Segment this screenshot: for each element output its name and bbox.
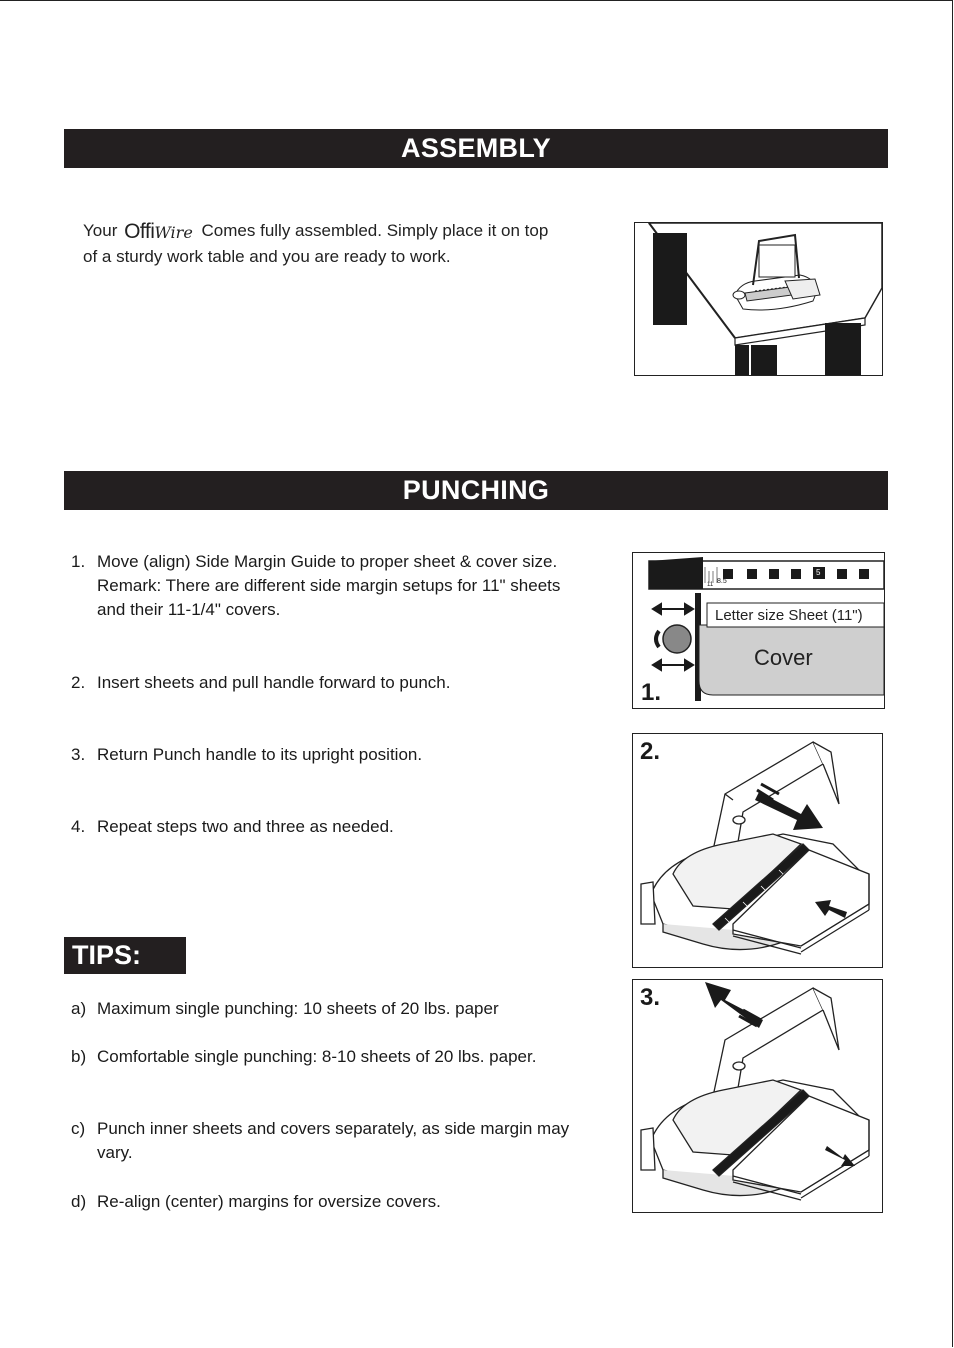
tip-item: [71, 997, 571, 1021]
tip-letter: b): [71, 1047, 87, 1066]
punch-step: [71, 743, 571, 767]
tip-letter: c): [71, 1119, 86, 1138]
step-text: Insert sheets and pull handle forward to punch.: [97, 673, 451, 692]
step-number: 4.: [71, 817, 86, 836]
intro-suffix: Comes fully assembled. Simply place it on top of a sturdy work table and you are ready to work.: [83, 221, 549, 266]
intro-prefix: Your: [83, 221, 118, 240]
figure-step-number: 1.: [641, 679, 662, 706]
table-illustration: [634, 222, 883, 376]
tip-text: Maximum single punching: 10 sheets of 20 lbs. paper: [97, 999, 499, 1018]
step-number: 1.: [71, 552, 86, 571]
tip-item: [71, 1190, 571, 1214]
punch-step: [71, 815, 571, 839]
punching-header: PUNCHING: [64, 471, 888, 510]
tip-text: Punch inner sheets and covers separately, as side margin may vary.: [97, 1119, 570, 1162]
scale-mark: 11: [707, 582, 714, 588]
step-number: 2.: [71, 673, 86, 692]
sheet-label: Letter size Sheet (11"): [715, 607, 863, 624]
tip-letter: d): [71, 1192, 87, 1211]
punch-step: [71, 550, 571, 622]
tip-item: [71, 1117, 571, 1165]
step-text: Move (align) Side Margin Guide to proper sheet & cover size. Remark: There are different side margin setups for 11" sheets and their 11-1/4" covers.: [97, 552, 561, 619]
tip-item: [71, 1045, 571, 1069]
scale-mark: 5: [816, 568, 821, 577]
tip-text: Comfortable single punching: 8-10 sheets of 20 lbs. paper.: [97, 1047, 537, 1066]
cover-label: Cover: [754, 645, 813, 670]
tip-letter: a): [71, 999, 87, 1018]
tip-text: Re-align (center) margins for oversize covers.: [97, 1192, 441, 1211]
punch-forward-figure: [632, 733, 883, 968]
tips-header: TIPS:: [64, 937, 186, 974]
return-handle-figure: [632, 979, 883, 1213]
scale-mark: 8.5: [717, 578, 727, 585]
assembly-header: ASSEMBLY: [64, 129, 888, 168]
figure-step-number: 3.: [640, 984, 661, 1011]
step-text: Repeat steps two and three as needed.: [97, 817, 394, 836]
figure-step-number: 2.: [640, 738, 661, 765]
step-number: 3.: [71, 745, 86, 764]
punch-step: [71, 671, 571, 695]
offiwire-logo: OffiWire: [124, 220, 193, 243]
assembly-intro: [83, 219, 553, 269]
step-text: Return Punch handle to its upright position.: [97, 745, 423, 764]
margin-guide-figure: [632, 552, 885, 709]
